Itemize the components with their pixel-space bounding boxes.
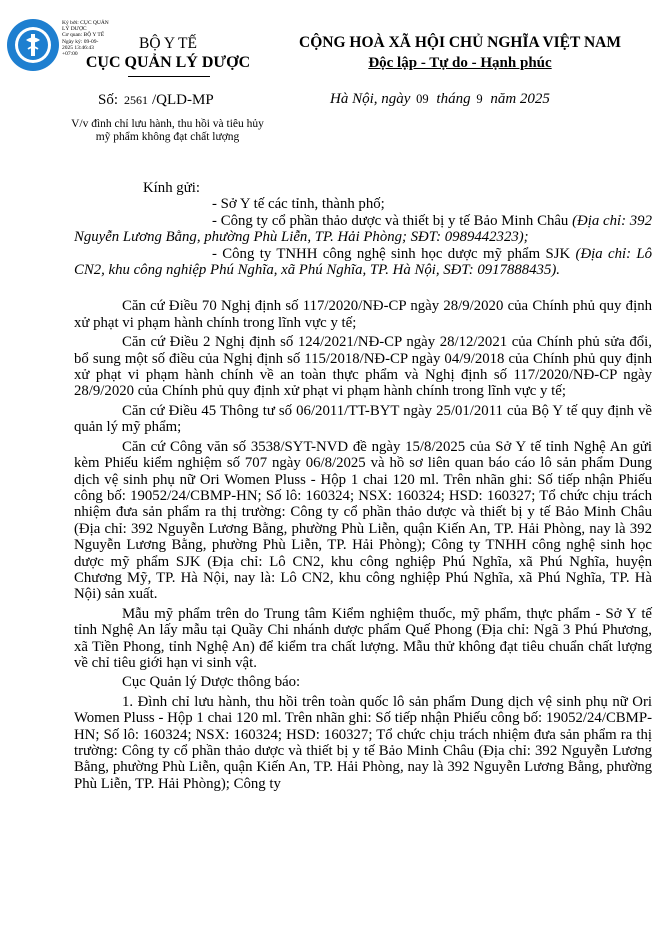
department-name: CỤC QUẢN LÝ DƯỢC	[85, 54, 251, 71]
document-number	[98, 92, 214, 109]
spacer	[74, 278, 652, 295]
department-seal	[6, 18, 60, 72]
paragraph: Căn cứ Điều 70 Nghị định số 117/2020/NĐ-CP ngày 28/9/2020 của Chính phủ quy định xử phạt vi phạm hành chính trong lĩnh vực y tế;	[74, 298, 652, 331]
date-year: năm 2025	[490, 91, 550, 107]
header-divider	[128, 76, 210, 77]
national-motto: Độc lập - Tự do - Hạnh phúc	[368, 55, 552, 71]
doc-number-label: Số:	[98, 92, 119, 108]
recipient-2-address: (Địa chỉ: 392 Nguyễn Lương Bằng, phường Phù Liễn, TP. Hải Phòng; SĐT: 0989442323);	[74, 212, 652, 246]
paragraph: Cục Quản lý Dược thông báo:	[122, 674, 301, 691]
date-day: 09	[416, 92, 429, 106]
sig-line: LÝ DƯỢC	[62, 26, 87, 33]
recipient-3-name: - Công ty TNHH công nghệ sinh học dược mỹ phẩm SJK	[212, 245, 576, 262]
paragraph: 1. Đình chỉ lưu hành, thu hồi trên toàn quốc lô sản phẩm Dung dịch vệ sinh phụ nữ Ori Women Pluss - Hộp 1 chai 120 ml. Trên nhãn ghi: Số tiếp nhận Phiếu công bố: 19052/24/CBMP-HN; Số lô: 160324; NSX: 160324; HSD: 160327; Tổ chức chịu trách nhiệm đưa sản phẩm ra thị trường: Công ty cổ phần thảo dược và thiết bị y tế Bảo Minh Châu (Địa chỉ: 392 Nguyễn Lương Bằng, phường Phù Liễn, quận Kiến An, TP. Hải Phòng, nay là 392 Nguyễn Lương Bằng, phường Phù Liễn, TP. Hải Phòng); Công ty	[74, 693, 652, 792]
recipient-2-name: - Công ty cổ phần thảo dược và thiết bị y tế Bảo Minh Châu	[212, 212, 573, 229]
national-title: CỘNG HOÀ XÃ HỘI CHỦ NGHĨA VIỆT NAM	[299, 34, 621, 51]
sig-line: 2025 13:46:43	[62, 44, 94, 51]
doc-number-value: 2561	[124, 93, 149, 107]
recipients-label: Kính gửi:	[143, 180, 200, 196]
date-month: 9	[476, 92, 483, 106]
ministry-name: BỘ Y TẾ	[139, 35, 197, 52]
paragraph: Căn cứ Công văn số 3538/SYT-NVD đề ngày 15/8/2025 của Sở Y tế tỉnh Nghệ An gửi kèm Phiếu kiểm nghiệm số 707 ngày 06/8/2025 và hồ sơ liên quan báo cáo lô sản phẩm Dung dịch vệ sinh phụ nữ Ori Women Pluss - Hộp 1 chai 120 ml. Trên nhãn ghi: Số tiếp nhận Phiếu công bố: 19052/24/CBMP-HN; Số lô: 160324; NSX: 160324; HSD: 160327; Tổ chức chịu trách nhiệm đưa sản phẩm ra thị trường: Công ty cổ phần thảo dược và thiết bị y tế Bảo Minh Châu (Địa chỉ: 392 Nguyễn Lương Bằng, phường Phù Liễn, quận Kiến An, TP. Hải Phòng, nay là 392 Nguyễn Lương Bằng, phường Phù Liễn, TP. Hải Phòng); Công ty TNHH công nghệ sinh học dược mỹ phẩm SJK (Địa chỉ: Lô CN2, khu công nghiệp Phú Nghĩa, xã Phú Nghĩa, huyện Chương Mỹ, TP. Hà Nội, nay là: Lô CN2, khu công nghiệp Phú Nghĩa, xã Phú Nghĩa, TP. Hà Nội) sản xuất.	[74, 438, 652, 603]
sig-line: Ngày ký: 09-09-	[62, 38, 99, 45]
sig-line: Ký bởi: CỤC QUẢN	[62, 20, 109, 26]
document-date	[330, 91, 550, 108]
paragraph: Căn cứ Điều 2 Nghị định số 124/2021/NĐ-CP ngày 28/12/2021 của Chính phủ sửa đổi, bổ sung một số điều của Nghị định số 115/2018/NĐ-CP ngày 04/9/2018 của Chính phủ quy định xử phạt vi phạm hành chính về an toàn thực phẩm và Nghị định số 117/2020/NĐ-CP ngày 28/9/2020 của Chính phủ quy định xử phạt vi phạm hành chính trong lĩnh vực y tế;	[74, 334, 652, 400]
paragraph: Căn cứ Điều 45 Thông tư số 06/2011/TT-BYT ngày 25/01/2011 của Bộ Y tế quy định về quản lý mỹ phẩm;	[74, 402, 652, 436]
sig-line: Cơ quan: BỘ Y TẾ	[62, 32, 105, 39]
recipient-2	[74, 213, 652, 246]
paragraph: Mẫu mỹ phẩm trên do Trung tâm Kiểm nghiệm thuốc, mỹ phẩm, thực phẩm - Sở Y tế tỉnh Nghệ An lấy mẫu tại Quầy Chi nhánh dược phẩm Quế Phong (Địa chỉ: Ngã 3 Phú Phương, xã Tiền Phong, tỉnh Nghệ An) để kiểm tra chất lượng. Mẫu thử không đạt tiêu chuẩn chất lượng về chỉ tiêu giới hạn vi sinh vật.	[74, 605, 652, 671]
recipient-1: - Sở Y tế các tỉnh, thành phố;	[212, 196, 385, 213]
doc-number-suffix: /QLD-MP	[152, 92, 214, 108]
sig-line: +07:00	[62, 51, 78, 58]
date-month-label: tháng	[436, 91, 471, 107]
recipient-3	[74, 246, 652, 279]
document-body	[74, 180, 652, 792]
document-subject: V/v đình chỉ lưu hành, thu hồi và tiêu hủy mỹ phẩm không đạt chất lượng	[71, 118, 264, 143]
date-place: Hà Nội, ngày	[330, 91, 411, 107]
recipient-3-address: (Địa chỉ: Lô CN2, khu công nghiệp Phú Nghĩa, xã Phú Nghĩa, TP. Hà Nội, SĐT: 0917888435).	[74, 245, 652, 279]
